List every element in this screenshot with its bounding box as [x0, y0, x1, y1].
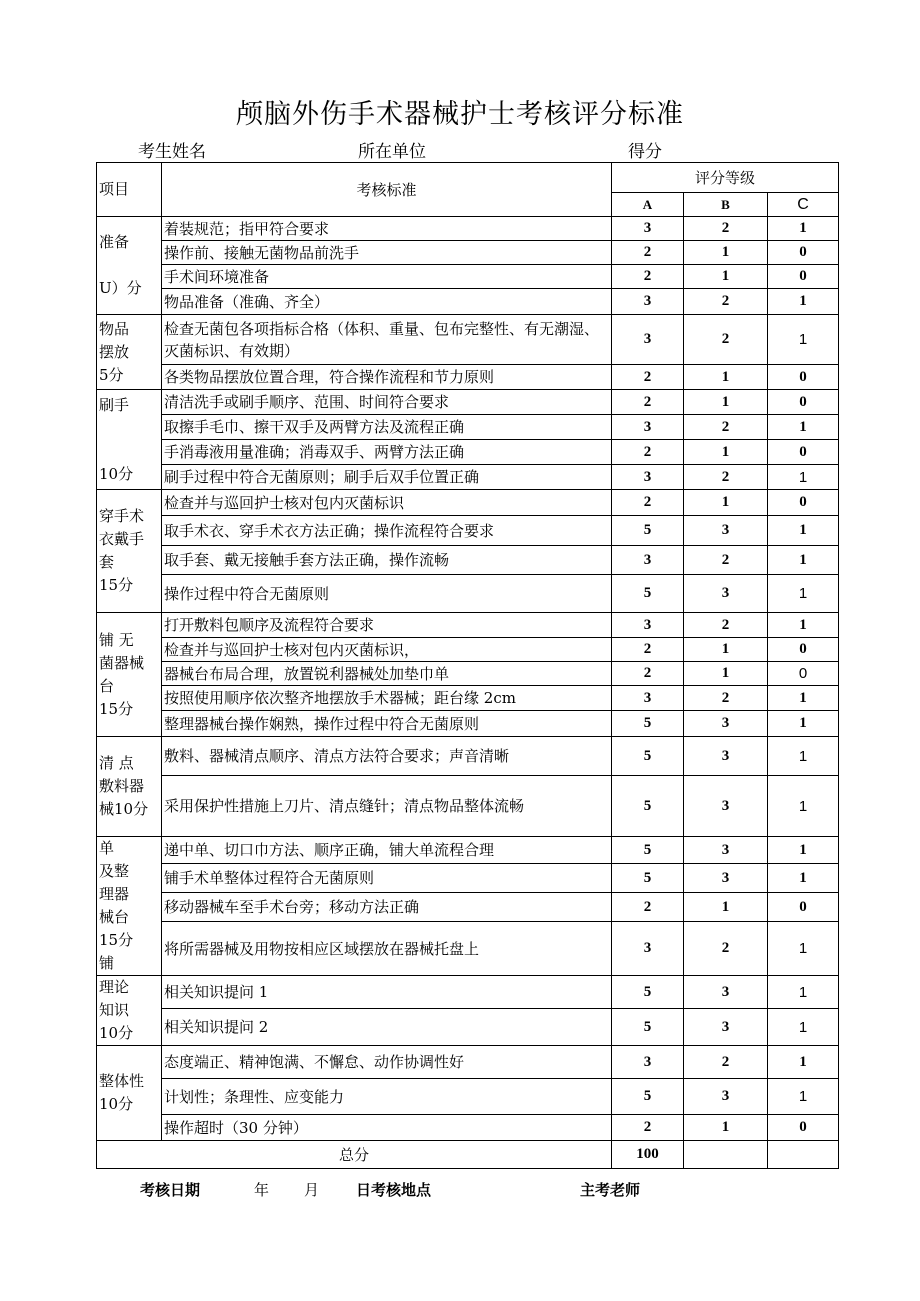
- grade-a-cell: 5: [612, 516, 684, 546]
- grade-c-cell: 1: [768, 415, 839, 440]
- grade-b-cell: 3: [684, 976, 768, 1009]
- criteria-cell: 操作过程中符合无菌原则: [162, 575, 612, 613]
- grade-b-cell: 1: [684, 241, 768, 265]
- grade-c-cell: 1: [768, 837, 839, 864]
- grade-c-cell: 1: [768, 315, 839, 365]
- exam-place-label: 日考核地点: [356, 1181, 432, 1199]
- criteria-cell: 取手术衣、穿手术衣方法正确；操作流程符合要求: [162, 516, 612, 546]
- table-row: [97, 1009, 839, 1046]
- grade-b-cell: 2: [684, 922, 768, 976]
- table-row: [97, 686, 839, 711]
- grade-b-cell: 3: [684, 1079, 768, 1115]
- grade-a-cell: 3: [612, 922, 684, 976]
- criteria-cell: 检查并与巡回护士核对包内灭菌标识: [162, 490, 612, 516]
- table-row: [97, 289, 839, 315]
- table-row: [97, 864, 839, 892]
- score-label: 得分: [628, 142, 662, 162]
- table-row: [97, 613, 839, 638]
- grade-c-cell: 1: [768, 976, 839, 1009]
- criteria-cell: 铺手术单整体过程符合无菌原则: [162, 864, 612, 892]
- table-row: [97, 546, 839, 575]
- criteria-cell: 整理器械台操作娴熟，操作过程中符合无菌原则: [162, 711, 612, 737]
- grade-c-cell: 1: [768, 864, 839, 892]
- criteria-cell: 手术间环境准备: [162, 265, 612, 289]
- criteria-cell: 移动器械车至手术台旁；移动方法正确: [162, 892, 612, 922]
- grade-a-cell: 2: [612, 1115, 684, 1141]
- header-grade: 评分等级: [612, 163, 839, 193]
- grade-b-cell: 3: [684, 864, 768, 892]
- table-row: [97, 315, 839, 365]
- grade-b-cell: 3: [684, 1009, 768, 1046]
- table-row: [97, 440, 839, 465]
- table-row: [97, 737, 839, 776]
- grade-a-cell: 5: [612, 711, 684, 737]
- grade-a-cell: 5: [612, 737, 684, 776]
- grade-b-cell: 1: [684, 265, 768, 289]
- section-item: 刷手 10分: [97, 390, 162, 490]
- table-row: [97, 465, 839, 490]
- table-row: [97, 265, 839, 289]
- table-row: [97, 365, 839, 390]
- grade-c-cell: 1: [768, 289, 839, 315]
- table-row: [97, 662, 839, 686]
- criteria-cell: 态度端正、精神饱满、不懈怠、动作协调性好: [162, 1046, 612, 1079]
- table-row: [97, 711, 839, 737]
- criteria-cell: 检查无菌包各项指标合格（体积、重量、包布完整性、有无潮湿、灭菌标识、有效期）: [162, 315, 612, 365]
- grade-b-cell: 2: [684, 1046, 768, 1079]
- grade-c-cell: 1: [768, 1079, 839, 1115]
- criteria-cell: 取手套、戴无接触手套方法正确，操作流畅: [162, 546, 612, 575]
- grade-a-cell: 2: [612, 241, 684, 265]
- grade-c-cell: 0: [768, 365, 839, 390]
- grade-b-cell: 3: [684, 776, 768, 837]
- grade-a-cell: 2: [612, 390, 684, 415]
- table-row: [97, 575, 839, 613]
- criteria-cell: 按照使用顺序依次整齐地摆放手术器械；距台缘 2cm: [162, 686, 612, 711]
- grade-a-cell: 2: [612, 892, 684, 922]
- criteria-cell: 操作超时（30 分钟）: [162, 1115, 612, 1141]
- table-row: [97, 241, 839, 265]
- month-label: 月: [304, 1181, 320, 1199]
- table-row: [97, 490, 839, 516]
- section-item: 整体性 10分: [97, 1046, 162, 1141]
- table-row: [97, 892, 839, 922]
- criteria-cell: 着装规范；指甲符合要求: [162, 217, 612, 241]
- examiner-label: 主考老师: [580, 1181, 641, 1199]
- table-row: [97, 976, 839, 1009]
- grade-b-cell: 2: [684, 415, 768, 440]
- grade-b-cell: 2: [684, 686, 768, 711]
- grade-b-cell: 1: [684, 390, 768, 415]
- grade-c-cell: 1: [768, 575, 839, 613]
- total-empty-cell: [684, 1141, 768, 1169]
- grade-c-cell: 1: [768, 465, 839, 490]
- grade-c-cell: 1: [768, 516, 839, 546]
- criteria-cell: 手消毒液用量准确；消毒双手、两臂方法正确: [162, 440, 612, 465]
- grade-c-cell: 0: [768, 241, 839, 265]
- grade-c-cell: 0: [768, 265, 839, 289]
- header-criteria: 考核标准: [162, 163, 612, 217]
- header-grade-b: B: [684, 193, 768, 217]
- grade-a-cell: 3: [612, 613, 684, 638]
- criteria-cell: 打开敷料包顺序及流程符合要求: [162, 613, 612, 638]
- grade-b-cell: 1: [684, 365, 768, 390]
- header-item: 项目: [97, 163, 162, 217]
- grade-a-cell: 2: [612, 440, 684, 465]
- grade-c-cell: 1: [768, 686, 839, 711]
- grade-a-cell: 3: [612, 686, 684, 711]
- candidate-name-label: 考生姓名: [138, 142, 206, 162]
- table-row: [97, 638, 839, 662]
- grade-c-cell: 1: [768, 1009, 839, 1046]
- grade-a-cell: 5: [612, 864, 684, 892]
- grade-a-cell: 3: [612, 546, 684, 575]
- grade-b-cell: 2: [684, 315, 768, 365]
- criteria-cell: 计划性；条理性、应变能力: [162, 1079, 612, 1115]
- grade-a-cell: 3: [612, 217, 684, 241]
- grade-b-cell: 3: [684, 711, 768, 737]
- section-item: 单 及整 理器 械台 15分 铺: [97, 837, 162, 976]
- grade-a-cell: 5: [612, 1079, 684, 1115]
- grade-b-cell: 3: [684, 837, 768, 864]
- grade-b-cell: 3: [684, 737, 768, 776]
- criteria-cell: 操作前、接触无菌物品前洗手: [162, 241, 612, 265]
- criteria-cell: 刷手过程中符合无菌原则；刷手后双手位置正确: [162, 465, 612, 490]
- scoring-table: [96, 162, 839, 1169]
- grade-b-cell: 2: [684, 613, 768, 638]
- grade-a-cell: 2: [612, 662, 684, 686]
- grade-a-cell: 5: [612, 837, 684, 864]
- total-value: 100: [612, 1141, 684, 1169]
- total-empty-cell: [768, 1141, 839, 1169]
- criteria-cell: 清洁洗手或刷手顺序、范围、时间符合要求: [162, 390, 612, 415]
- grade-c-cell: 1: [768, 1046, 839, 1079]
- table-row: [97, 415, 839, 440]
- table-row: [97, 1046, 839, 1079]
- table-row: [97, 1079, 839, 1115]
- grade-a-cell: 5: [612, 776, 684, 837]
- section-item: 物品 摆放 5分: [97, 315, 162, 390]
- grade-c-cell: 0: [768, 662, 839, 686]
- grade-b-cell: 3: [684, 516, 768, 546]
- table-row: [97, 922, 839, 976]
- header-grade-c: C: [768, 193, 839, 217]
- grade-a-cell: 5: [612, 575, 684, 613]
- section-item: 准备 U）分: [97, 217, 162, 315]
- table-row: [97, 516, 839, 546]
- criteria-cell: 递中单、切口巾方法、顺序正确，铺大单流程合理: [162, 837, 612, 864]
- grade-c-cell: 0: [768, 440, 839, 465]
- grade-a-cell: 2: [612, 365, 684, 390]
- grade-a-cell: 5: [612, 1009, 684, 1046]
- total-label: 总分: [97, 1141, 612, 1169]
- criteria-cell: 相关知识提问 1: [162, 976, 612, 1009]
- exam-date-label: 考核日期: [140, 1181, 201, 1199]
- grade-b-cell: 3: [684, 575, 768, 613]
- grade-c-cell: 1: [768, 546, 839, 575]
- grade-c-cell: 1: [768, 776, 839, 837]
- criteria-cell: 物品准备（准确、齐全）: [162, 289, 612, 315]
- criteria-cell: 器械台布局合理，放置锐利器械处加垫巾单: [162, 662, 612, 686]
- criteria-cell: 检查并与巡回护士核对包内灭菌标识，: [162, 638, 612, 662]
- grade-a-cell: 2: [612, 265, 684, 289]
- table-row: [97, 390, 839, 415]
- section-item: 理论 知识 10分: [97, 976, 162, 1046]
- header-grade-a: A: [612, 193, 684, 217]
- grade-c-cell: 0: [768, 638, 839, 662]
- grade-c-cell: 0: [768, 892, 839, 922]
- criteria-cell: 相关知识提问 2: [162, 1009, 612, 1046]
- grade-c-cell: 1: [768, 737, 839, 776]
- grade-a-cell: 5: [612, 976, 684, 1009]
- total-row: [97, 1141, 839, 1169]
- section-item: 铺 无 菌器械 台 15分: [97, 613, 162, 737]
- table-row: [97, 1115, 839, 1141]
- criteria-cell: 敷料、器械清点顺序、清点方法符合要求；声音清晰: [162, 737, 612, 776]
- grade-a-cell: 3: [612, 465, 684, 490]
- criteria-cell: 将所需器械及用物按相应区域摆放在器械托盘上: [162, 922, 612, 976]
- grade-c-cell: 1: [768, 711, 839, 737]
- grade-b-cell: 2: [684, 289, 768, 315]
- year-label: 年: [254, 1181, 270, 1199]
- grade-b-cell: 1: [684, 662, 768, 686]
- section-item: 穿手术 衣戴手 套 15分: [97, 490, 162, 613]
- section-item: 清 点 敷料器 械10分: [97, 737, 162, 837]
- grade-c-cell: 0: [768, 490, 839, 516]
- grade-b-cell: 1: [684, 638, 768, 662]
- criteria-cell: 取擦手毛巾、擦干双手及两臂方法及流程正确: [162, 415, 612, 440]
- criteria-cell: 采用保护性措施上刀片、清点缝针；清点物品整体流畅: [162, 776, 612, 837]
- grade-c-cell: 1: [768, 217, 839, 241]
- grade-c-cell: 0: [768, 390, 839, 415]
- grade-b-cell: 2: [684, 465, 768, 490]
- grade-b-cell: 2: [684, 217, 768, 241]
- grade-a-cell: 3: [612, 1046, 684, 1079]
- grade-c-cell: 1: [768, 613, 839, 638]
- grade-a-cell: 3: [612, 315, 684, 365]
- grade-a-cell: 2: [612, 490, 684, 516]
- grade-c-cell: 0: [768, 1115, 839, 1141]
- unit-label: 所在单位: [358, 142, 426, 162]
- page-title: 颅脑外伤手术器械护士考核评分标准: [236, 99, 684, 130]
- grade-b-cell: 1: [684, 1115, 768, 1141]
- table-row: [97, 217, 839, 241]
- table-row: [97, 776, 839, 837]
- grade-a-cell: 3: [612, 289, 684, 315]
- grade-b-cell: 1: [684, 490, 768, 516]
- grade-b-cell: 1: [684, 892, 768, 922]
- grade-b-cell: 2: [684, 546, 768, 575]
- grade-a-cell: 3: [612, 415, 684, 440]
- grade-a-cell: 2: [612, 638, 684, 662]
- criteria-cell: 各类物品摆放位置合理，符合操作流程和节力原则: [162, 365, 612, 390]
- table-row: [97, 837, 839, 864]
- grade-b-cell: 1: [684, 440, 768, 465]
- grade-c-cell: 1: [768, 922, 839, 976]
